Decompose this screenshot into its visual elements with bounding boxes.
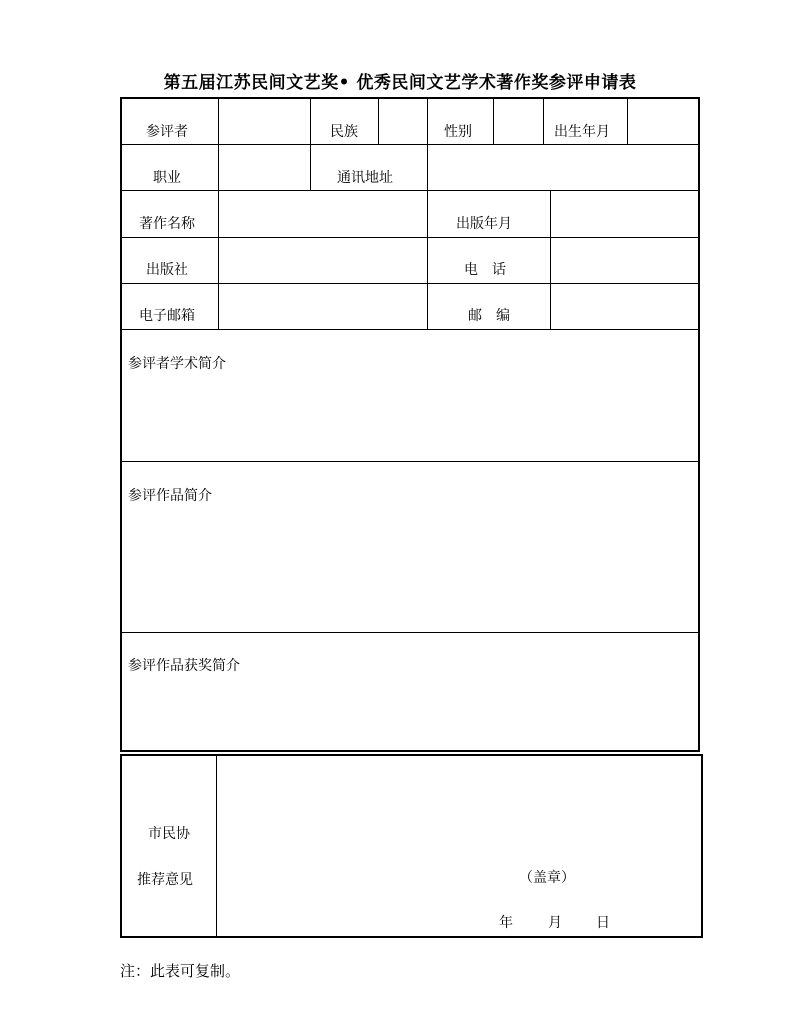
form-title: 第五届江苏民间文艺奖• 优秀民间文艺学术著作奖参评申请表: [163, 73, 637, 93]
gender-field[interactable]: [494, 99, 543, 144]
pub-date-label: 出版年月: [456, 216, 512, 232]
work-profile-field[interactable]: [122, 509, 698, 632]
postcode-field[interactable]: [551, 284, 698, 329]
work-title-field[interactable]: [219, 191, 427, 237]
col-divider: [543, 99, 544, 144]
work-profile-label: 参评作品简介: [128, 488, 212, 504]
applicant-field[interactable]: [219, 99, 310, 144]
application-form: [120, 97, 700, 752]
year-label: 年: [499, 915, 513, 931]
seal-text: （盖章）: [519, 870, 575, 886]
work-title-label: 著作名称: [139, 216, 195, 232]
row-divider: [122, 632, 698, 633]
row-divider: [122, 461, 698, 462]
ethnicity-label: 民族: [330, 124, 358, 140]
pub-date-field[interactable]: [551, 191, 698, 237]
col-divider: [427, 190, 428, 329]
month-label: 月: [548, 915, 562, 931]
award-profile-field[interactable]: [122, 679, 698, 750]
recommendation-label-line2: 推荐意见: [137, 872, 193, 888]
recommendation-label-line1: 市民协: [148, 826, 190, 842]
email-field[interactable]: [219, 284, 427, 329]
academic-profile-field[interactable]: [122, 377, 698, 461]
birth-field[interactable]: [628, 99, 698, 144]
academic-profile-label: 参评者学术简介: [128, 356, 226, 372]
row-divider: [122, 329, 698, 330]
occupation-label: 职业: [153, 170, 181, 186]
phone-label: 电 话: [464, 262, 506, 278]
award-profile-label: 参评作品获奖简介: [128, 658, 240, 674]
phone-field[interactable]: [551, 238, 698, 283]
ethnicity-field[interactable]: [379, 99, 427, 144]
publisher-label: 出版社: [146, 262, 188, 278]
footnote: 注：此表可复制。: [120, 962, 241, 980]
day-label: 日: [596, 915, 610, 931]
recommendation-box: [120, 754, 703, 938]
recommendation-field[interactable]: [217, 756, 701, 936]
postcode-label: 邮 编: [468, 308, 510, 324]
address-field[interactable]: [428, 145, 698, 190]
gender-label: 性别: [444, 124, 472, 140]
address-label: 通讯地址: [337, 170, 393, 186]
col-divider: [310, 99, 311, 190]
applicant-label: 参评者: [146, 124, 188, 140]
birth-label: 出生年月: [554, 124, 610, 140]
occupation-field[interactable]: [219, 145, 310, 190]
publisher-field[interactable]: [219, 238, 427, 283]
email-label: 电子邮箱: [139, 308, 195, 324]
